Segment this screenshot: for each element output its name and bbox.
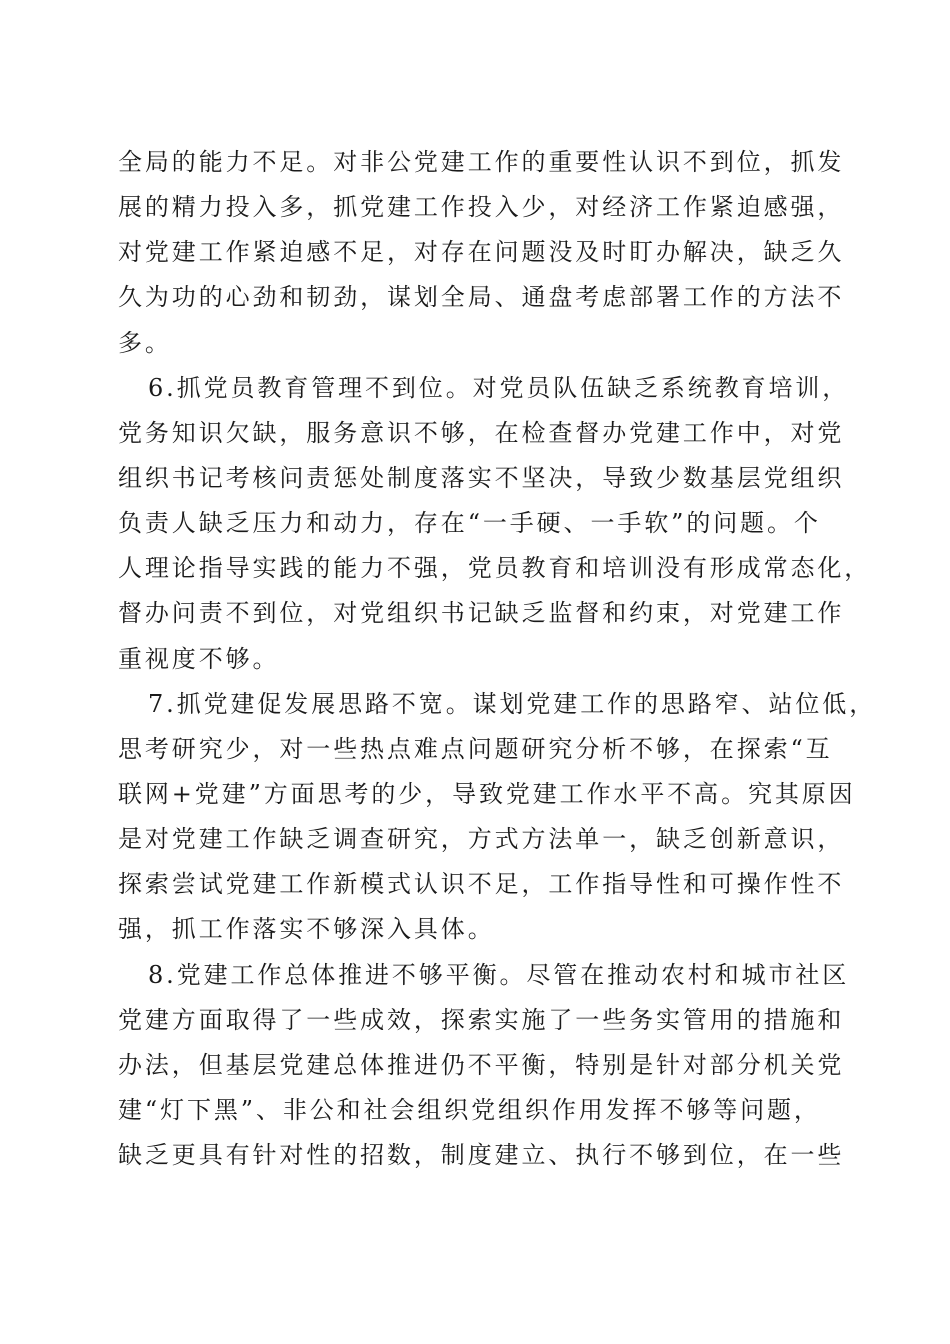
text-line: 建“灯下黑”、非公和社会组织党组织作用发挥不够等问题， <box>118 1095 821 1124</box>
text-line: 多。 <box>118 328 172 357</box>
paragraph-8-heading-line: 8.党建工作总体推进不够平衡。尽管在推动农村和城市社区 <box>148 960 850 989</box>
text-line: 督办问责不到位，对党组织书记缺乏监督和约束，对党建工作 <box>118 599 845 628</box>
body-text <box>118 142 877 1180</box>
text-line: 重视度不够。 <box>118 644 280 673</box>
text-line: 全局的能力不足。对非公党建工作的重要性认识不到位，抓发 <box>118 148 845 176</box>
text-line: 缺乏更具有针对性的招数，制度建立、执行不够到位，在一些 <box>118 1141 845 1170</box>
text-line: 对党建工作紧迫感不足，对存在问题没及时盯办解决，缺乏久 <box>118 238 845 267</box>
text-line: 联网+党建”方面思考的少，导致党建工作水平不高。究其原因 <box>118 779 856 808</box>
text-line: 是对党建工作缺乏调查研究，方式方法单一，缺乏创新意识， <box>118 825 845 854</box>
text-line: 负责人缺乏压力和动力，存在“一手硬、一手软”的问题。个 <box>118 509 821 538</box>
text-line: 党建方面取得了一些成效，探索实施了一些务实管用的措施和 <box>118 1005 845 1034</box>
text-line: 思考研究少，对一些热点难点问题研究分析不够，在探索“互 <box>118 734 833 763</box>
text-line: 党务知识欠缺，服务意识不够，在检查督办党建工作中，对党 <box>118 418 845 447</box>
paragraph-7-heading-line: 7.抓党建促发展思路不宽。谋划党建工作的思路窄、站位低， <box>148 689 877 718</box>
text-line: 办法，但基层党建总体推进仍不平衡，特别是针对部分机关党 <box>118 1050 845 1079</box>
paragraph-6-heading-line: 6.抓党员教育管理不到位。对党员队伍缺乏系统教育培训， <box>148 373 850 402</box>
text-line: 组织书记考核问责惩处制度落实不坚决，导致少数基层党组织 <box>118 463 845 492</box>
text-line: 人理论指导实践的能力不强，党员教育和培训没有形成常态化， <box>118 554 872 583</box>
text-line: 强，抓工作落实不够深入具体。 <box>118 915 495 944</box>
text-line: 久为功的心劲和韧劲，谋划全局、通盘考虑部署工作的方法不 <box>118 283 845 312</box>
text-line: 探索尝试党建工作新模式认识不足，工作指导性和可操作性不 <box>118 870 845 899</box>
text-line: 展的精力投入多，抓党建工作投入少，对经济工作紧迫感强， <box>118 193 845 222</box>
